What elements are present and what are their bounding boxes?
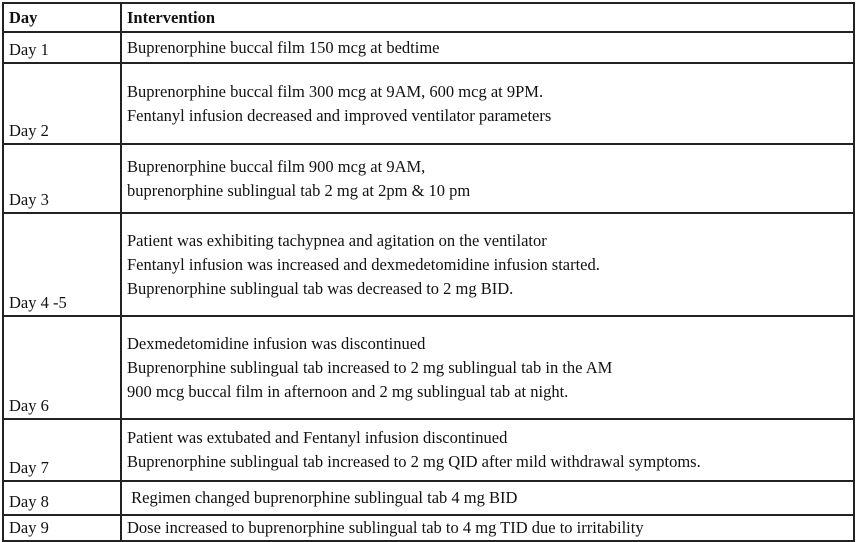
table-row — [3, 515, 854, 541]
intervention-line: buprenorphine sublingual tab 2 mg at 2pm & 10 pm — [127, 180, 471, 200]
intervention-line: Buprenorphine sublingual tab increased to 2 mg sublingual tab in the AM — [127, 357, 613, 377]
intervention-line: Dose increased to buprenorphine sublingual tab to 4 mg TID due to irritability — [127, 518, 644, 537]
intervention-line: Regimen changed buprenorphine sublingual tab 4 mg BID — [127, 488, 518, 507]
intervention-line: Buprenorphine sublingual tab was decreased to 2 mg BID. — [127, 278, 514, 298]
table-row — [3, 63, 854, 144]
day-cell: Day 6 — [3, 316, 121, 419]
intervention-cell — [121, 63, 854, 144]
table-row — [3, 32, 854, 63]
intervention-cell — [121, 419, 854, 481]
day-cell: Day 2 — [3, 63, 121, 144]
day-cell: Day 8 — [3, 481, 121, 515]
intervention-line: Buprenorphine buccal film 300 mcg at 9AM, 600 mcg at 9PM. — [127, 81, 544, 101]
day-cell: Day 3 — [3, 144, 121, 213]
intervention-cell — [121, 316, 854, 419]
day-cell: Day 7 — [3, 419, 121, 481]
table-row — [3, 316, 854, 419]
header-day: Day — [3, 3, 121, 32]
header-intervention: Intervention — [121, 3, 854, 32]
day-cell: Day 4 -5 — [3, 213, 121, 316]
header-row — [3, 3, 854, 32]
table-row — [3, 419, 854, 481]
table-row — [3, 144, 854, 213]
intervention-line: Buprenorphine buccal film 900 mcg at 9AM, — [127, 156, 426, 176]
intervention-line: Fentanyl infusion decreased and improved ventilator parameters — [127, 105, 552, 125]
intervention-cell — [121, 144, 854, 213]
intervention-line: Buprenorphine buccal film 150 mcg at bedtime — [127, 37, 440, 57]
day-cell: Day 9 — [3, 515, 121, 541]
intervention-line: Fentanyl infusion was increased and dexmedetomidine infusion started. — [127, 254, 600, 274]
intervention-line: 900 mcg buccal film in afternoon and 2 mg sublingual tab at night. — [127, 381, 569, 401]
table-row — [3, 213, 854, 316]
intervention-cell — [121, 515, 854, 541]
intervention-cell — [121, 32, 854, 63]
intervention-line: Patient was extubated and Fentanyl infusion discontinued — [127, 428, 508, 447]
intervention-line: Patient was exhibiting tachypnea and agitation on the ventilator — [127, 230, 547, 250]
intervention-line: Buprenorphine sublingual tab increased to 2 mg QID after mild withdrawal symptoms. — [127, 452, 701, 471]
intervention-table — [2, 2, 855, 542]
intervention-cell — [121, 481, 854, 515]
intervention-line: Dexmedetomidine infusion was discontinued — [127, 333, 426, 353]
intervention-cell — [121, 213, 854, 316]
table-row — [3, 481, 854, 515]
day-cell: Day 1 — [3, 32, 121, 63]
